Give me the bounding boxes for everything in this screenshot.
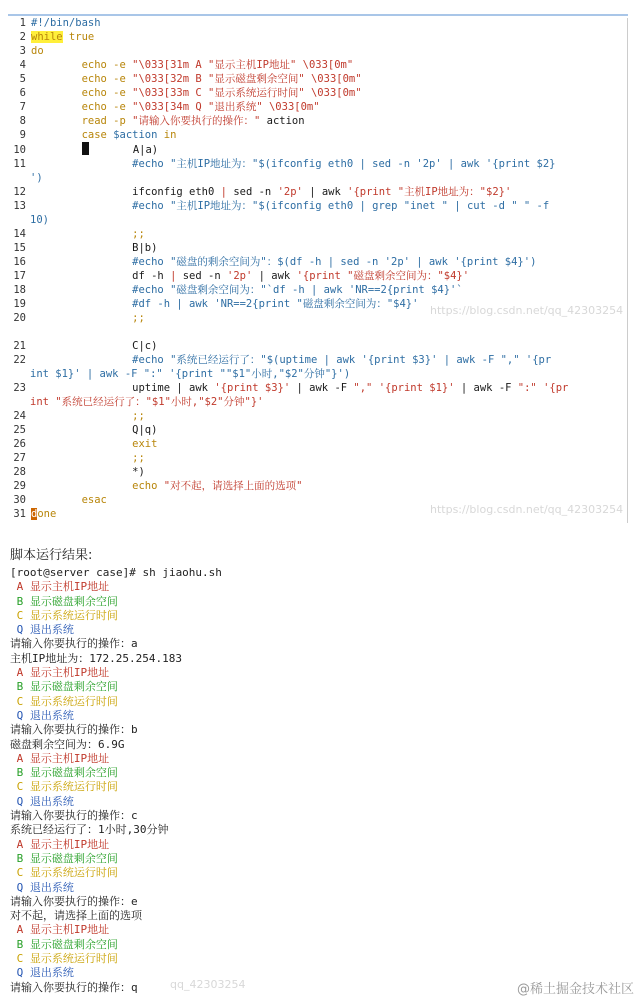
menu-item-b: B 显示磁盘剩余空间 [10, 680, 118, 694]
code-blank-line [8, 325, 628, 339]
result-line: 主机IP地址为：172.25.254.183 [10, 651, 182, 665]
code-line-11: 11 #echo "主机IP地址为："$(ifconfig eth0 | sed -n '2p' | awk '{print $2} [13, 158, 556, 170]
input-prompt: 请输入你要执行的操作：a [10, 637, 138, 651]
result-line: 磁盘剩余空间为：6.9G [10, 737, 125, 751]
result-line: 系统已经运行了：1小时,30分钟 [10, 823, 169, 837]
code-line-21: 21 C|c) [13, 340, 158, 352]
code-line-15: 15 B|b) [13, 242, 158, 254]
menu-item-a: A 显示主机IP地址 [10, 666, 110, 680]
input-prompt: 请输入你要执行的操作：b [10, 723, 138, 737]
watermark: https://blog.csdn.net/qq_42303254 [430, 503, 624, 516]
menu-item-c: C 显示系统运行时间 [10, 694, 118, 708]
input-prompt: 请输入你要执行的操作：q [10, 980, 138, 994]
menu-item-c: C 显示系统运行时间 [10, 952, 118, 966]
code-line-3: 3 do [19, 45, 44, 57]
menu-item-c: C 显示系统运行时间 [10, 608, 118, 622]
menu-item-c: C 显示系统运行时间 [10, 780, 118, 794]
menu-item-a: A 显示主机IP地址 [10, 751, 110, 765]
code-line-24: 24 ;; [13, 410, 145, 422]
text-cursor [82, 142, 89, 155]
watermark: qq_42303254 [170, 978, 246, 991]
code-line-7: 7 echo -e "\033[34m Q "退出系统" \033[0m" [19, 101, 320, 113]
code-line-22-wrap: int $1}' | awk -F ":" '{print ""$1"小时,"$2"分钟"}') [30, 368, 351, 380]
menu-item-b: B 显示磁盘剩余空间 [10, 594, 118, 608]
menu-item-c: C 显示系统运行时间 [10, 866, 118, 880]
terminal-output [10, 566, 630, 995]
code-line-18: 18 #echo "磁盘剩余空间为："`df -h | awk 'NR==2{print $4}'` [13, 284, 463, 296]
terminal-prompt: [root@server case]# sh jiaohu.sh [10, 566, 222, 579]
code-line-8: 8 read -p "请输入你要执行的操作：" action [19, 115, 305, 127]
watermark: https://blog.csdn.net/qq_42303254 [430, 304, 624, 317]
section-heading: 脚本运行结果: [10, 548, 93, 563]
code-line-10: 10 A|a) [13, 144, 159, 156]
menu-item-b: B 显示磁盘剩余空间 [10, 766, 118, 780]
code-line-25: 25 Q|q) [13, 424, 158, 436]
code-editor [8, 16, 628, 521]
result-line: 对不起，请选择上面的选项 [10, 909, 142, 923]
code-line-4: 4 echo -e "\033[31m A "显示主机IP地址" \033[0m" [19, 59, 354, 71]
code-line-27: 27 ;; [13, 452, 145, 464]
code-line-31: 31 done [13, 508, 57, 520]
code-line-1: 1 #!/bin/bash [19, 17, 101, 29]
code-line-23: 23 uptime | awk '{print $3}' | awk -F "," '{print $1}' | awk -F ":" '{pr [13, 382, 569, 394]
menu-item-q: Q 退出系统 [10, 794, 74, 808]
code-line-19: 19 #df -h | awk 'NR==2{print "磁盘剩余空间为："$4}' [13, 298, 419, 310]
code-line-29: 29 echo "对不起，请选择上面的选项" [13, 480, 303, 492]
menu-item-q: Q 退出系统 [10, 880, 74, 894]
menu-item-a: A 显示主机IP地址 [10, 837, 110, 851]
menu-item-a: A 显示主机IP地址 [10, 923, 110, 937]
code-line-17: 17 df -h | sed -n '2p' | awk '{print "磁盘剩余空间为："$4}' [13, 270, 470, 282]
code-line-26: 26 exit [13, 438, 158, 450]
menu-item-b: B 显示磁盘剩余空间 [10, 851, 118, 865]
site-brand: @稀土掘金技术社区 [516, 982, 634, 997]
menu-item-a: A 显示主机IP地址 [10, 580, 110, 594]
code-line-23-wrap: int "系统已经运行了："$1"小时,"$2"分钟"}' [30, 396, 264, 408]
code-line-13-wrap: 10) [30, 214, 49, 226]
code-line-20: 20 ;; [13, 312, 145, 324]
code-line-13: 13 #echo "主机IP地址为："$(ifconfig eth0 | grep "inet " | cut -d " " -f [13, 200, 550, 212]
code-line-30: 30 esac [13, 494, 107, 506]
menu-item-q: Q 退出系统 [10, 708, 74, 722]
menu-item-q: Q 退出系统 [10, 623, 74, 637]
code-line-5: 5 echo -e "\033[32m B "显示磁盘剩余空间" \033[0m" [19, 73, 362, 85]
code-line-22: 22 #echo "系统已经运行了："$(uptime | awk '{print $3}' | awk -F "," '{pr [13, 354, 552, 366]
code-line-28: 28 *) [13, 466, 145, 478]
code-line-12: 12 ifconfig eth0 | sed -n '2p' | awk '{print "主机IP地址为："$2}' [13, 186, 512, 198]
menu-item-q: Q 退出系统 [10, 966, 74, 980]
input-prompt: 请输入你要执行的操作：e [10, 894, 138, 908]
menu-item-b: B 显示磁盘剩余空间 [10, 937, 118, 951]
code-line-16: 16 #echo "磁盘的剩余空间为"：$(df -h | sed -n '2p' | awk '{print $4}') [13, 256, 537, 268]
code-line-6: 6 echo -e "\033[33m C "显示系统运行时间" \033[0m" [19, 87, 362, 99]
code-line-14: 14 ;; [13, 228, 145, 240]
code-line-11-wrap: ') [30, 172, 43, 184]
code-line-9: 9 case $action in [19, 129, 177, 141]
code-line-2: 2 while true [19, 31, 95, 43]
input-prompt: 请输入你要执行的操作：c [10, 809, 138, 823]
